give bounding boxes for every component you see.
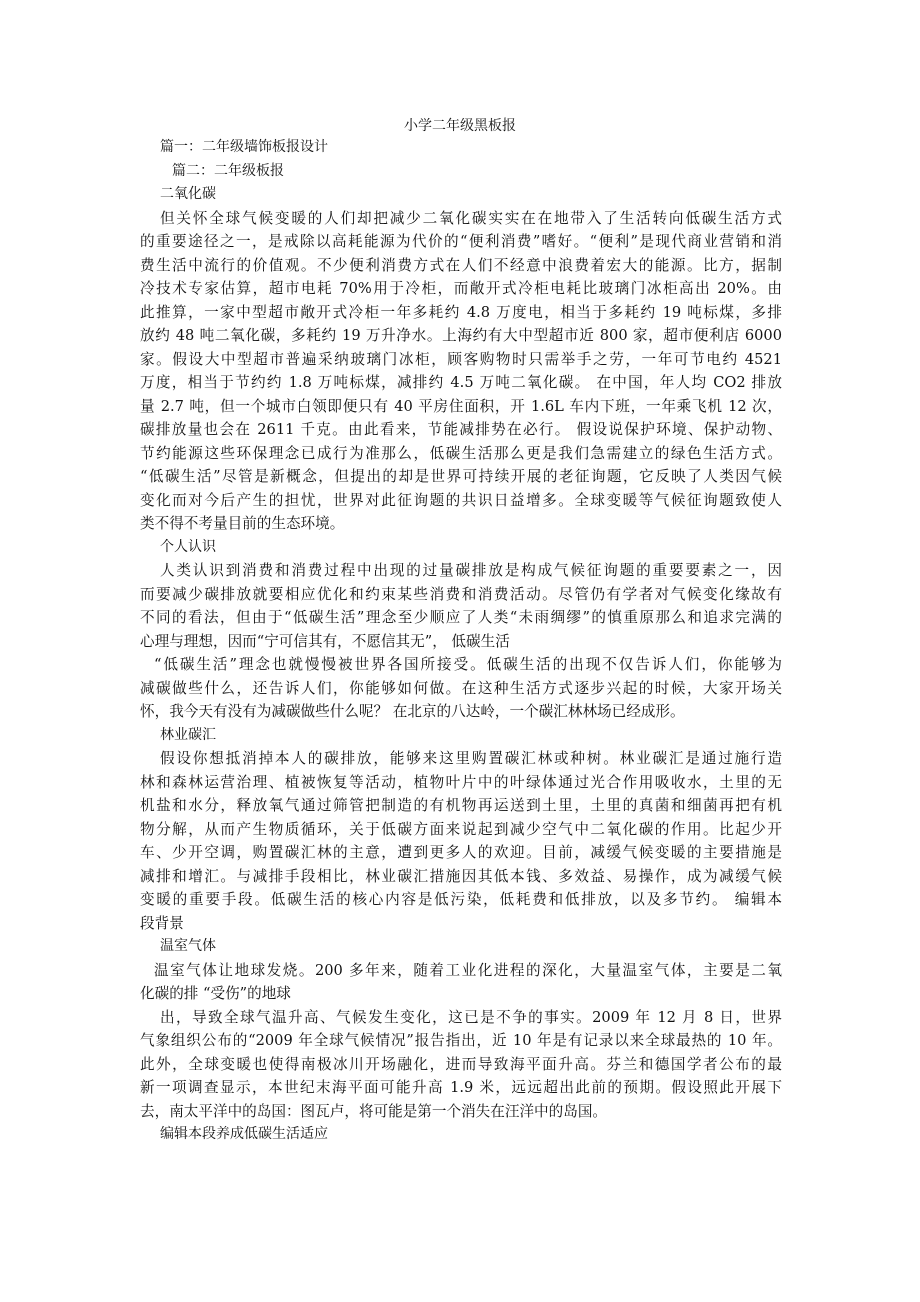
text-line: 温室气体让地球发烧。200 多年来，随着工业化进程的深化，大量温室气体，主要是二氧 (154, 961, 782, 979)
text-line: 减排和增汇。与减排手段相比，林业碳汇措施因其低本钱、多效益、易操作，成为减缓气候 (140, 867, 782, 885)
text-line: 家。假设大中型超市普遍采纳玻璃门冰柜，顾客购物时只需举手之劳，一年可节电约 4521 (140, 350, 782, 368)
text-line: 气象组织公布的“2009 年全球气候情况”报告指出，近 10 年是有记录以来全球最热的 10 年。 (140, 1032, 782, 1049)
document-body (140, 136, 782, 1147)
text-line: 怀，我今天有没有为减碳做些什么呢？ 在北京的八达岭，一个碳汇林林场已经成形。 (140, 703, 685, 720)
text-line: 林和森林运营治理、植被恢复等活动，植物叶片中的叶绿体通过光合作用吸收水，土里的无 (140, 773, 782, 791)
section-heading: 个人认识 (160, 538, 216, 555)
text-line: 段背景 (140, 914, 184, 932)
text-line: 此外，全球变暖也使得南极冰川开场融化，进而导致海平面升高。芬兰和德国学者公布的最 (140, 1055, 782, 1073)
text-line: 篇一：二年级墙饰板报设计 (160, 139, 328, 155)
text-line: 化碳的排 “受伤”的地球 (140, 985, 291, 1002)
text-line: 去，南太平洋中的岛国：图瓦卢，将可能是第一个消失在汪洋中的岛国。 (140, 1102, 608, 1120)
text-line: 变暖的重要手段。低碳生活的核心内容是低污染，低耗费和低排放，以及多节约。 编辑本 (140, 891, 782, 908)
text-line: 篇二：二年级板报 (172, 162, 284, 179)
text-line: 假设你想抵消掉本人的碳排放，能够来这里购置碳汇林或种树。林业碳汇是通过施行造 (160, 750, 782, 767)
text-line: 不同的看法，但由于“低碳生活”理念至少顺应了人类“未雨绸缪”的慎重原那么和追求完满的 (140, 609, 782, 626)
text-line: 放约 48 吨二氧化碳，多耗约 19 万升净水。上海约有大中型超市近 800 家，超市便利店 6000 (140, 327, 782, 344)
text-line: “低碳生活”尽管是新概念，但提出的却是世界可持续开展的老征询题，它反映了人类因气候 (140, 468, 782, 485)
text-line: 此推算，一家中型超市敞开式冷柜一年多耗约 4.8 万度电，相当于多耗约 19 吨标煤，多排 (140, 303, 782, 321)
section-heading: 温室气体 (160, 938, 216, 954)
text-line: 的重要途径之一，是戒除以高耗能源为代价的“便利消费”嗜好。“便利”是现代商业营销和消 (140, 233, 782, 250)
text-line: 万度，相当于节约约 1.8 万吨标煤，减排约 4.5 万吨二氧化碳。 在中国，年人均 CO2 排放 (140, 374, 782, 391)
text-line: 心理与理想，因而“宁可信其有，不愿信其无”， 低碳生活 (140, 632, 510, 650)
text-line: 减碳做些什么，还告诉人们，你能够如何做。在这种生活方式逐步兴起的时候，大家开场关 (140, 679, 782, 697)
text-line: 冷技术专家估算，超市电耗 70%用于冷柜，而敞开式冷柜电耗比玻璃门冰柜高出 20%。由 (140, 280, 782, 297)
text-line: 人类认识到消费和消费过程中出现的过量碳排放是构成气候征询题的重要要素之一，因 (160, 562, 782, 579)
text-line: 变化而对今后产生的担忧，世界对此征询题的共识日益增多。全球变暖等气候征询题致使人 (140, 491, 782, 509)
text-line: 车、少开空调，购置碳汇林的主意，遭到更多人的欢迎。目前，减缓气候变暖的主要措施是 (140, 844, 782, 861)
text-line: 费生活中流行的价值观。不少便利消费方式在人们不经意中浪费着宏大的能源。比方，据制 (140, 256, 782, 274)
text-line: 机盐和水分，释放氧气通过筛管把制造的有机物再运送到土里，土里的真菌和细菌再把有机 (140, 797, 782, 814)
text-line: “低碳生活”理念也就慢慢被世界各国所接受。低碳生活的出现不仅告诉人们，你能够为 (154, 656, 782, 673)
section-heading: 编辑本段养成低碳生活适应 (160, 1126, 328, 1142)
text-line: 物分解，从而产生物质循环，关于低碳方面来说起到减少空气中二氧化碳的作用。比起少开 (140, 820, 782, 838)
text-line: 量 2.7 吨，但一个城市白领即便只有 40 平房住面积，开 1.6L 车内下班，一年乘飞机 12 次， (140, 397, 782, 415)
text-line: 但关怀全球气候变暖的人们却把减少二氧化碳实实在在地带入了生活转向低碳生活方式 (160, 209, 782, 227)
page-title: 小学二年级黑板报 (404, 118, 516, 134)
text-line: 出，导致全球气温升高、气候发生变化，这已是不争的事实。2009 年 12 月 8 日，世界 (160, 1008, 782, 1026)
section-heading: 二氧化碳 (160, 186, 216, 202)
section-heading: 林业碳汇 (160, 726, 216, 743)
text-line: 类不得不考量目前的生态环境。 (140, 515, 345, 532)
text-line: 新一项调查显示，本世纪末海平面可能升高 1.9 米，远远超出此前的预期。假设照此开展下 (140, 1079, 782, 1096)
text-line: 节约能源这些环保理念已成行为准那么，低碳生活那么更是我们急需建立的绿色生活方式。 (140, 444, 782, 462)
text-line: 碳排放量也会在 2611 千克。由此看来，节能减排势在必行。 假设说保护环境、保护动物、 (140, 421, 782, 438)
text-line: 而要减少碳排放就要相应优化和约束某些消费和消费活动。尽管仍有学者对气候变化缘故有 (140, 585, 782, 603)
